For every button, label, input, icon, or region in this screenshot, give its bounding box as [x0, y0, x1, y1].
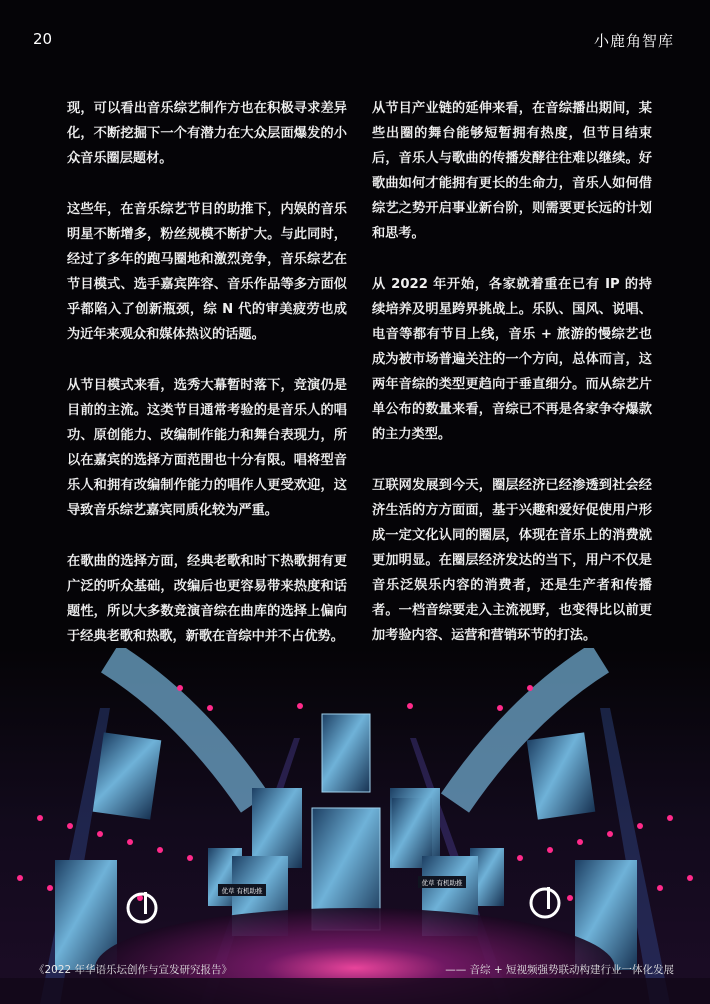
right-column	[372, 96, 652, 674]
left-column	[67, 96, 347, 675]
section-title: —— 音综 + 短视频强势联动构建行业一体化发展	[445, 964, 674, 976]
paragraph: 互联网发展到今天，圈层经济已经渗透到社会经济生活的方方面面，基于兴趣和爱好促使用户形成一定文化认同的圈层，体现在音乐上的消费就更加明显。在圈层经济发达的当下，用户不仅是音乐泛娱乐内容的消费者，还是生产者和传播者。一档音综要走入主流视野，也变得比以前更加考验内容、运营和营销环节的打法。	[372, 478, 652, 643]
screen-sign: 优草 有机助推	[221, 887, 263, 895]
paragraph: 从节目模式来看，选秀大幕暂时落下，竞演仍是目前的主流。这类节目通常考验的是音乐人的唱功、原创能力、改编制作能力和舞台表现力，所以在嘉宾的选择方面范围也十分有限。唱将型音乐人和拥有改编制作能力的唱作人更受欢迎，这导致音乐综艺嘉宾同质化较为严重。	[67, 378, 347, 518]
stage-illustration	[0, 648, 710, 1004]
paragraph: 现，可以看出音乐综艺制作方也在积极寻求差异化，不断挖掘下一个有潜力在大众层面爆发的小众音乐圈层题材。	[67, 101, 347, 166]
paragraph: 这些年，在音乐综艺节目的助推下，内娱的音乐明星不断增多，粉丝规模不断扩大。与此同时，经过了多年的跑马圈地和激烈竞争，音乐综艺在节目模式、选手嘉宾阵容、音乐作品等多方面似乎都陷入了创新瓶颈，综 N 代的审美疲劳也成为近年来观众和媒体热议的话题。	[67, 202, 347, 342]
paragraph: 从节目产业链的延伸来看，在音综播出期间，某些出圈的舞台能够短暂拥有热度，但节目结束后，音乐人与歌曲的传播发酵往往难以继续。好歌曲如何才能拥有更长的生命力，音乐人如何借综艺之势开启事业新台阶，则需要更长远的计划和思考。	[372, 101, 652, 241]
report-title: 《2022 年华语乐坛创作与宣发研究报告》	[34, 964, 233, 976]
page-number: 20	[33, 30, 53, 48]
page-header	[0, 0, 710, 70]
stage-photo	[0, 648, 710, 1004]
paragraph: 在歌曲的选择方面，经典老歌和时下热歌拥有更广泛的听众基础，改编后也更容易带来热度和话题性，所以大多数竞演音综在曲库的选择上偏向于经典老歌和热歌，新歌在音综中并不占优势。	[67, 554, 347, 644]
screen-sign: 优草 有机助推	[421, 879, 463, 887]
brand-name: 小鹿角智库	[593, 32, 674, 50]
paragraph: 从 2022 年开始，各家就着重在已有 IP 的持续培养及明星跨界挑战上。乐队、国风、说唱、电音等都有节目上线，音乐 + 旅游的慢综艺也成为被市场普遍关注的一个方向，总体而言，这两年音综的类型更趋向于垂直细分。而从综艺片单公布的数量来看，音综已不再是各家争夺爆款的主力类型。	[372, 277, 652, 442]
page-footer	[0, 958, 710, 982]
